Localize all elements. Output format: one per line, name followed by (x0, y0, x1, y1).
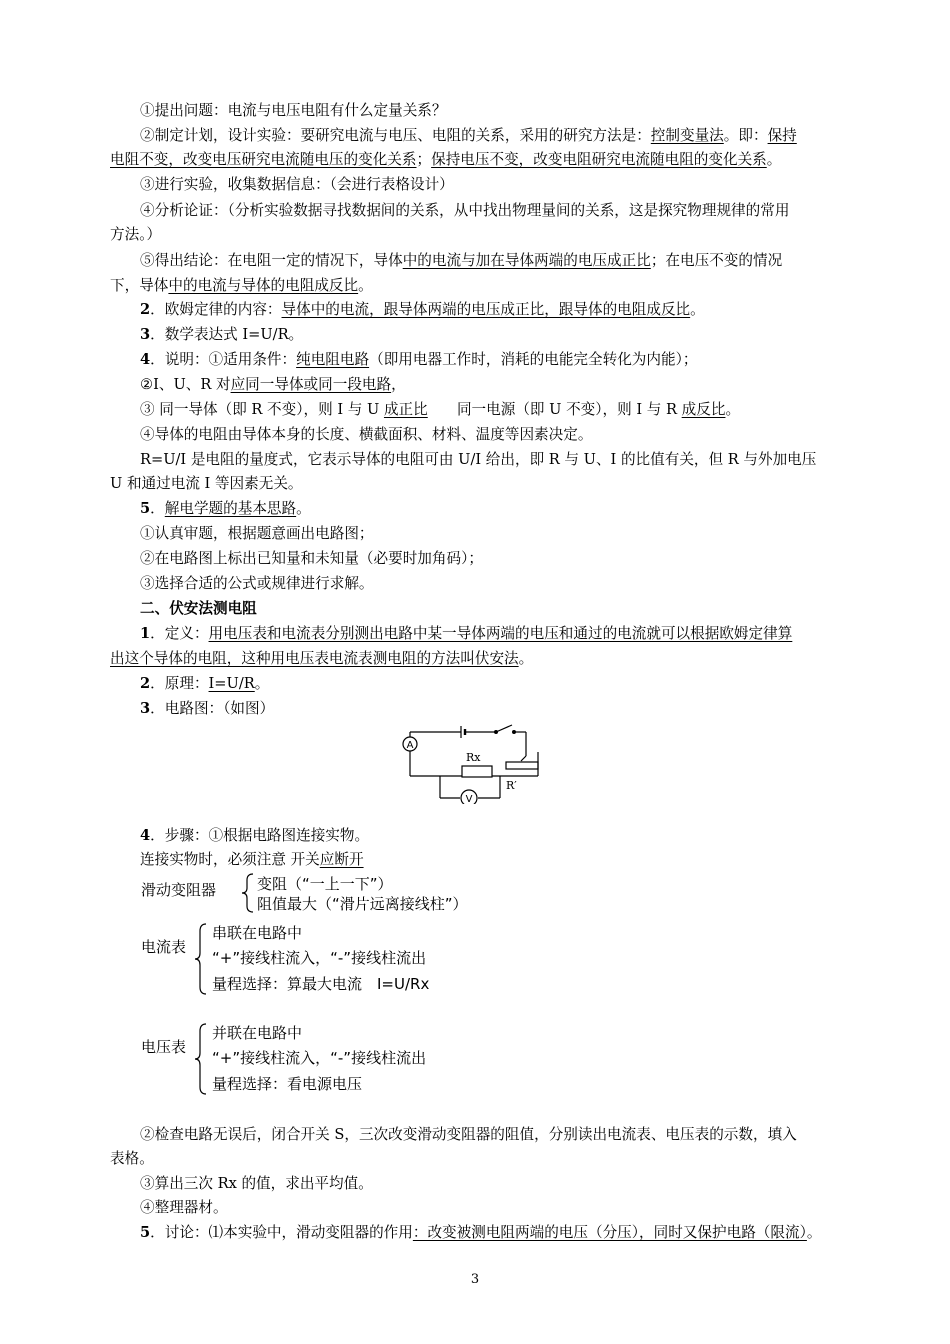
voltmeter-brace-icon (193, 1022, 209, 1096)
conclusion-line: ⑤得出结论：在电阻一定的情况下，导体中的电流与加在导体两端的电压成正比；在电压不变的情况 (140, 252, 783, 269)
resistor-label: Rx (466, 751, 481, 764)
circuit-diagram (398, 722, 543, 804)
approach-step-2: ②在电路图上标出已知量和未知量（必要时加角码）； (140, 550, 483, 567)
definition-line: 1．定义：用电压表和电流表分别测出电路中某一导体两端的电压和通过的电流就可以根据欧姆定律算 (140, 625, 793, 642)
rheostat-brace-item: 变阻（“一上一下”） (257, 875, 393, 893)
voltmeter-brace-item: 并联在电路中 (212, 1024, 303, 1042)
ammeter-symbol: A (406, 740, 414, 751)
explanation-item-4: ④导体的电阻由导体本身的长度、横截面积、材料、温度等因素决定。 (140, 426, 593, 443)
ammeter-brace-icon (193, 922, 209, 996)
circuit-heading: 3．电路图：（如图） (140, 700, 275, 717)
ammeter-brace-item: “+”接线柱流入，“-”接线柱流出 (212, 949, 427, 967)
conclusion-line-cont: 下，导体中的电流与导体的电阻成反比。 (110, 277, 373, 294)
steps-note: 连接实物时，必须注意 开关应断开 (140, 851, 364, 868)
voltmeter-brace-item: 量程选择：看电源电压 (212, 1075, 363, 1093)
principle-line: 2．原理：I=U/R。 (140, 675, 270, 692)
plan-line-cont: 电阻不变，改变电压研究电流随电压的变化关系；保持电压不变，改变电阻研究电流随电阻的变化关系。 (110, 151, 782, 168)
analysis-line-cont: 方法。） (110, 226, 162, 243)
voltmeter-brace-item: “+”接线柱流入，“-”接线柱流出 (212, 1049, 427, 1067)
page-number: 3 (470, 1272, 480, 1287)
voltmeter-brace-title: 电压表 (141, 1038, 187, 1056)
step-2-line-cont: 表格。 (110, 1150, 154, 1167)
explanation-item-3: ③ 同一导体（即 R 不变），则 I 与 U 成正比 同一电源（即 U 不变），则 I 与 R 成反比。 (140, 401, 741, 418)
ohms-law-line: 2．欧姆定律的内容：导体中的电流，跟导体两端的电压成正比，跟导体的电阻成反比。 (140, 301, 705, 318)
explanation-item-2: ②I、U、R 对应同一导体或同一段电路， (140, 376, 406, 393)
experiment-line: ③进行实验，收集数据信息：（会进行表格设计） (140, 176, 454, 193)
formula-line: 3．数学表达式 I=U/R。 (140, 326, 304, 343)
explanation-line: 4．说明：①适用条件：纯电阻电路（即用电器工作时，消耗的电能完全转化为内能）； (140, 351, 698, 368)
question-line: ①提出问题：电流与电压电阻有什么定量关系？ (140, 102, 447, 119)
section-heading: 二、伏安法测电阻 (140, 600, 257, 617)
ammeter-brace-title: 电流表 (141, 938, 187, 956)
ammeter-brace-item: 串联在电路中 (212, 924, 303, 942)
approach-step-1: ①认真审题，根据题意画出电路图； (140, 525, 374, 542)
step-3-line: ③算出三次 Rx 的值，求出平均值。 (140, 1175, 373, 1192)
approach-heading: 5．解电学题的基本思路。 (140, 500, 311, 517)
approach-step-3: ③选择合适的公式或规律进行求解。 (140, 575, 374, 592)
discussion-line: 5．讨论：⑴本实验中，滑动变阻器的作用：改变被测电阻两端的电压（分压），同时又保护电路（限流）。 (140, 1224, 822, 1241)
ammeter-brace-item: 量程选择：算最大电流 I=U/Rx (212, 975, 430, 993)
rheostat-brace-icon (240, 872, 256, 914)
step-2-line: ②检查电路无误后，闭合开关 S，三次改变滑动变阻器的阻值，分别读出电流表、电压表的示数，填入 (140, 1126, 797, 1143)
voltmeter-symbol: V (465, 794, 473, 804)
steps-heading: 4．步骤：①根据电路图连接实物。 (140, 827, 370, 844)
resistance-note: R=U/I 是电阻的量度式，它表示导体的电阻可由 U/I 给出，即 R 与 U、I 的比值有关，但 R 与外加电压 (140, 451, 817, 468)
plan-line: ②制定计划，设计实验：要研究电流与电压、电阻的关系，采用的研究方法是：控制变量法。即：保持 (140, 127, 797, 144)
rheostat-brace-item: 阻值最大（“滑片远离接线柱”） (257, 895, 468, 913)
analysis-line: ④分析论证：（分析实验数据寻找数据间的关系，从中找出物理量间的关系，这是探究物理规律的常用 (140, 202, 790, 219)
definition-line-cont: 出这个导体的电阻，这种用电压表电流表测电阻的方法叫伏安法。 (110, 650, 534, 667)
step-4-line: ④整理器材。 (140, 1199, 228, 1216)
rheostat-label: R′ (506, 779, 517, 792)
rheostat-brace-title: 滑动变阻器 (141, 881, 217, 899)
resistance-note-cont: U 和通过电流 I 等因素无关。 (110, 475, 303, 492)
